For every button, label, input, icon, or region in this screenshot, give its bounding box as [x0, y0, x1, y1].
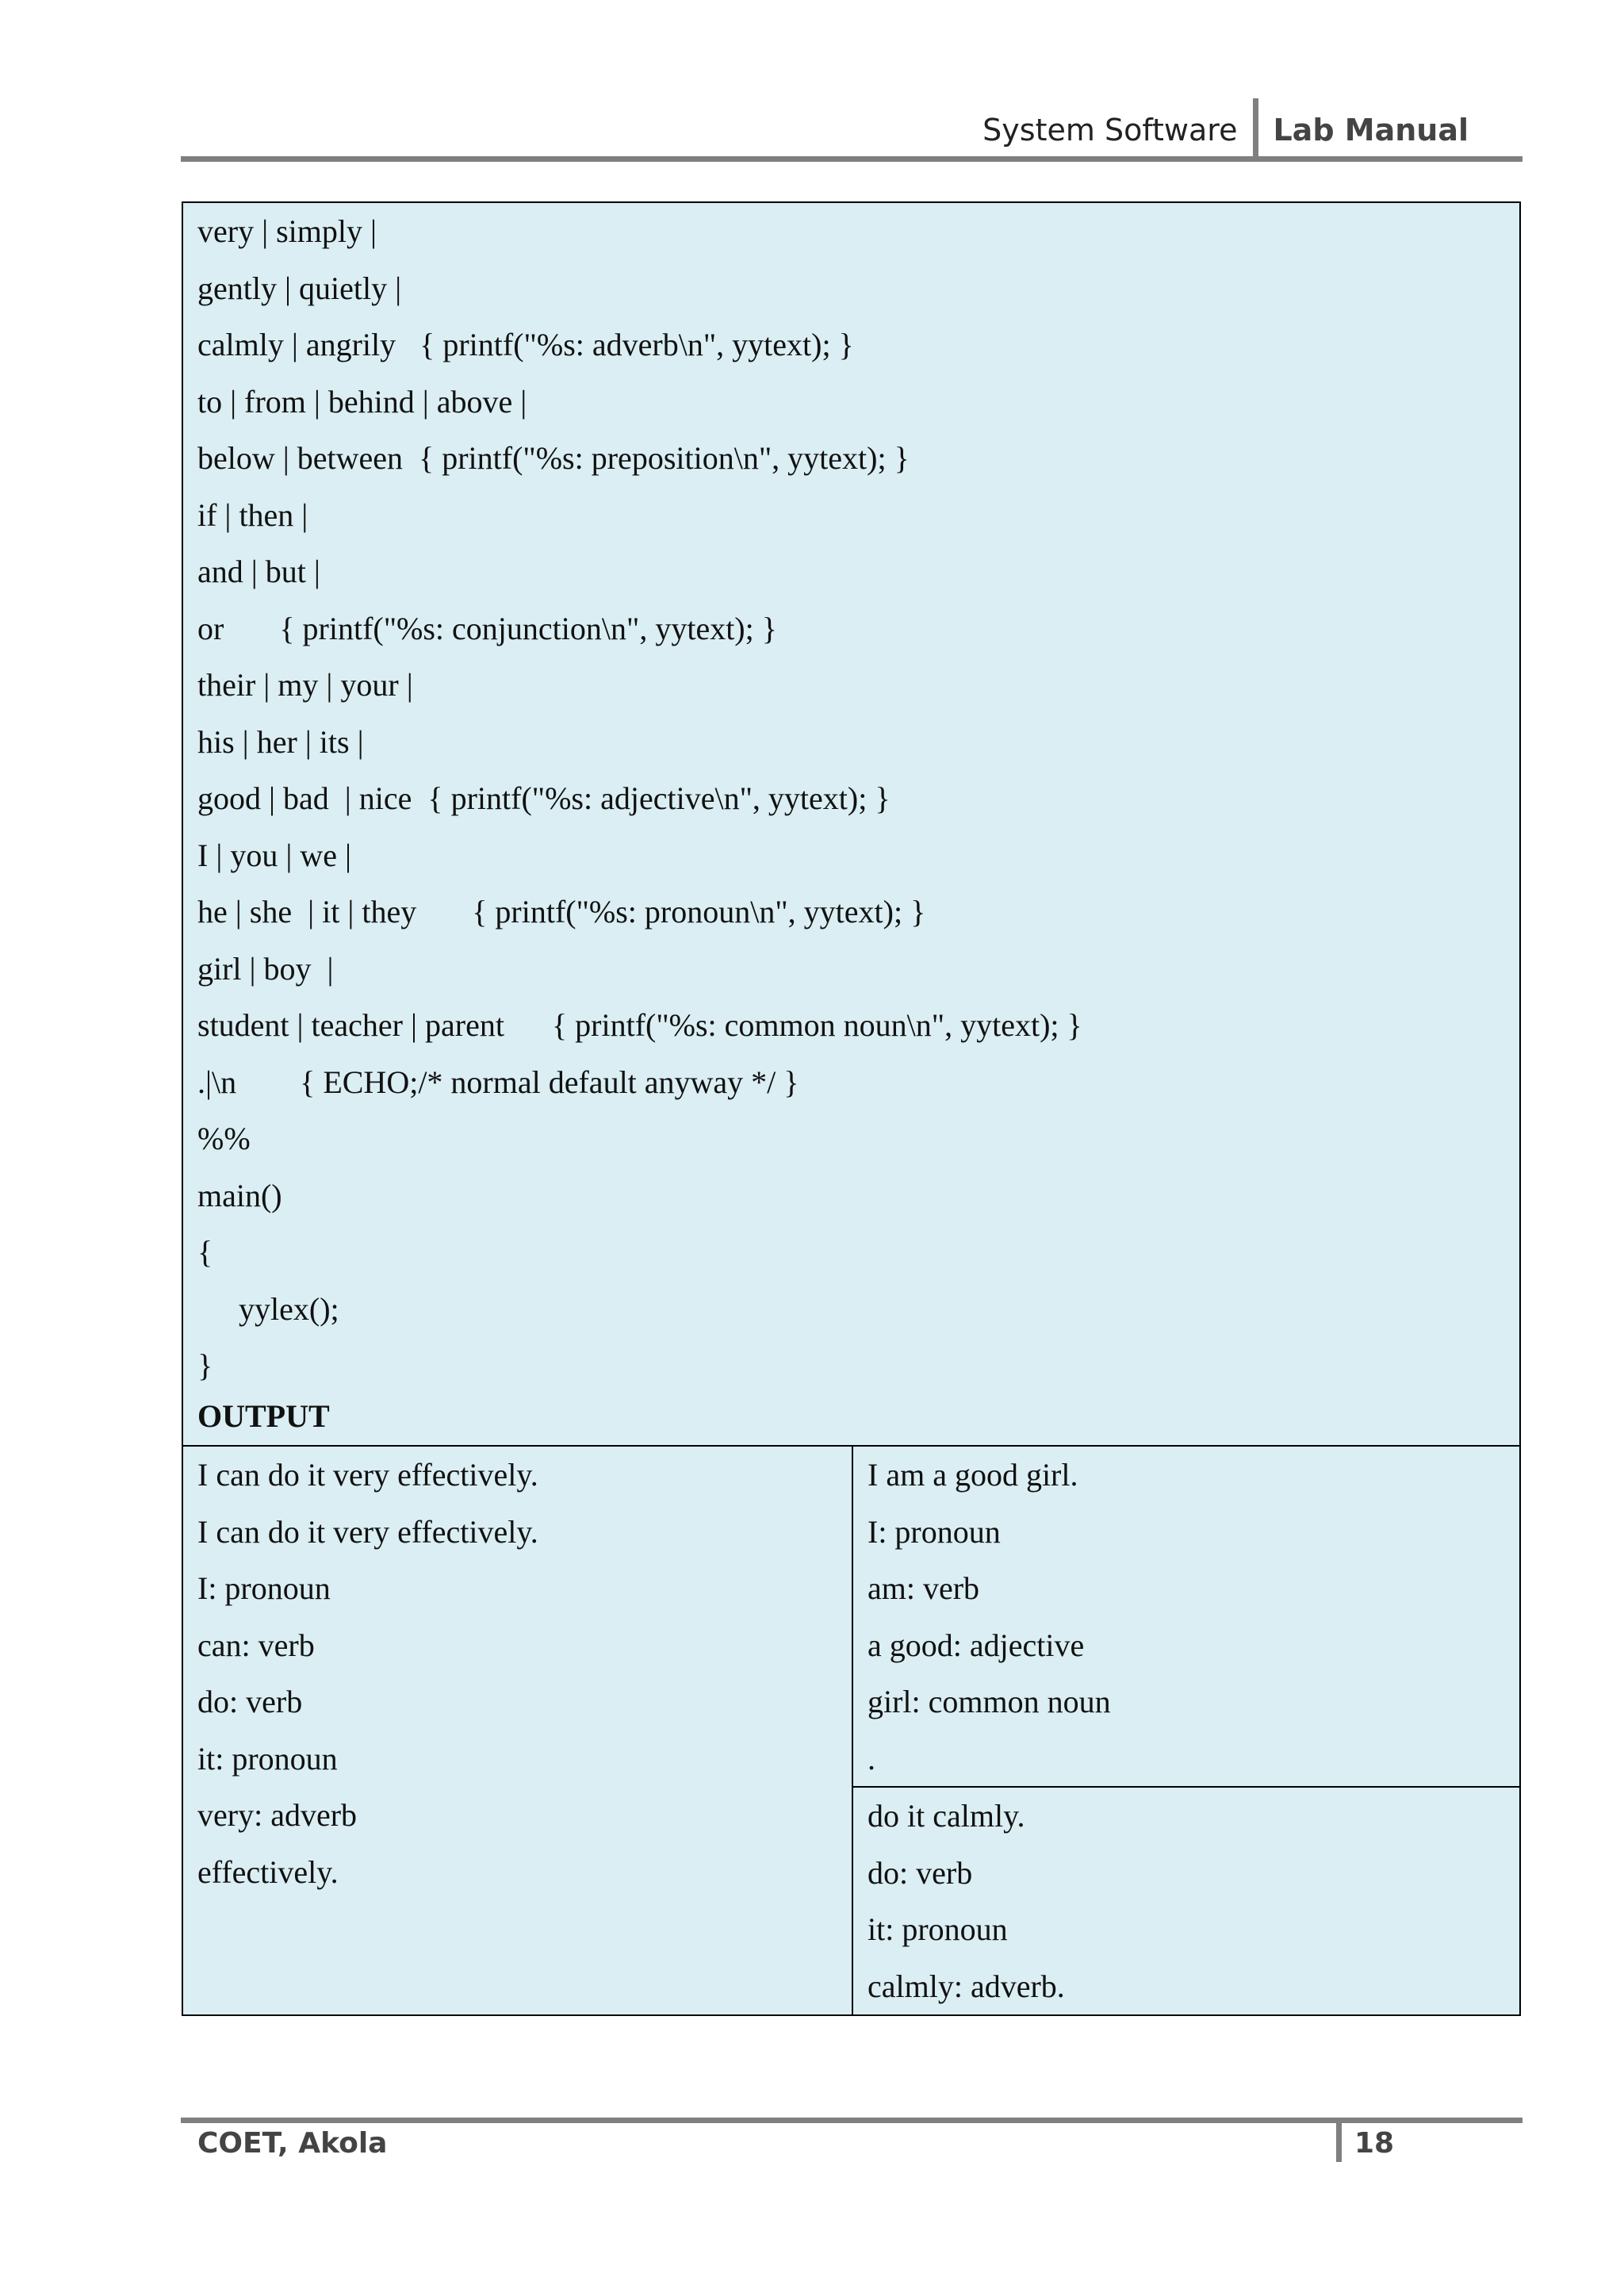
footer-institution: COET, Akola — [197, 2127, 388, 2160]
code-line: or { printf("%s: conjunction\n", yytext); } — [197, 610, 777, 646]
output-line: I am a good girl. — [868, 1457, 1078, 1493]
output-table — [182, 1445, 1521, 2016]
code-line: he | she | it | they { printf("%s: pronoun\n", yytext); } — [197, 894, 926, 930]
code-line: gently | quietly | — [197, 270, 402, 306]
page-number: 18 — [1354, 2127, 1395, 2160]
code-line: his | her | its | — [197, 723, 364, 760]
code-line: if | then | — [197, 496, 308, 533]
output-cell-right-top — [868, 1447, 1111, 1787]
output-line: effectively. — [197, 1853, 339, 1890]
output-line: can: verb — [197, 1627, 315, 1663]
code-line: calmly | angrily { printf("%s: adverb\n", yytext); } — [197, 327, 854, 362]
code-line: I | you | we | — [197, 837, 351, 873]
code-line: main() — [197, 1177, 282, 1213]
output-line: a good: adjective — [868, 1627, 1085, 1663]
header-subject: System Software — [982, 113, 1238, 148]
footer-rule — [181, 2118, 1522, 2123]
output-line: very: adverb — [197, 1797, 358, 1833]
output-heading: OUTPUT — [197, 1398, 330, 1434]
header-divider — [1253, 98, 1258, 162]
code-listing-box — [182, 201, 1521, 1447]
code-line: to | from | behind | above | — [197, 383, 527, 420]
code-line: and | but | — [197, 554, 320, 589]
output-line: do: verb — [197, 1684, 303, 1719]
code-line: their | my | your | — [197, 667, 413, 703]
output-line: girl: common noun — [868, 1684, 1111, 1719]
code-line: good | bad | nice { printf("%s: adjective\n", yytext); } — [197, 780, 891, 816]
output-line: am: verb — [868, 1570, 980, 1606]
code-line: yylex(); — [239, 1290, 339, 1327]
output-line: do: verb — [868, 1854, 973, 1891]
code-line: student | teacher | parent { printf("%s: common noun\n", yytext); } — [197, 1007, 1082, 1043]
output-line: I: pronoun — [868, 1513, 1001, 1550]
output-line: calmly: adverb. — [868, 1968, 1065, 2004]
code-line: %% — [197, 1121, 251, 1156]
code-line: { — [197, 1234, 213, 1270]
code-line: below | between { printf("%s: preposition\n", yytext); } — [197, 440, 910, 476]
output-line: I can do it very effectively. — [197, 1457, 538, 1493]
header-title: Lab Manual — [1273, 113, 1469, 148]
footer-divider — [1336, 2122, 1342, 2162]
output-line: do it calmly. — [868, 1798, 1025, 1834]
page-header — [982, 105, 1469, 155]
output-line: I: pronoun — [197, 1570, 331, 1606]
code-line: girl | boy | — [197, 950, 334, 987]
output-cell-right-bottom — [868, 1788, 1065, 2014]
output-line: . — [868, 1740, 875, 1777]
code-line: very | simply | — [197, 213, 377, 249]
output-line: it: pronoun — [868, 1911, 1008, 1947]
code-line: } — [197, 1347, 213, 1383]
output-cell-left — [197, 1447, 538, 1900]
code-lines — [197, 203, 1082, 1394]
output-line: it: pronoun — [197, 1740, 338, 1777]
column-divider — [852, 1447, 853, 2014]
output-line: I can do it very effectively. — [197, 1513, 538, 1550]
header-rule — [181, 156, 1522, 162]
code-line: .|\n { ECHO;/* normal default anyway */ } — [197, 1064, 799, 1100]
